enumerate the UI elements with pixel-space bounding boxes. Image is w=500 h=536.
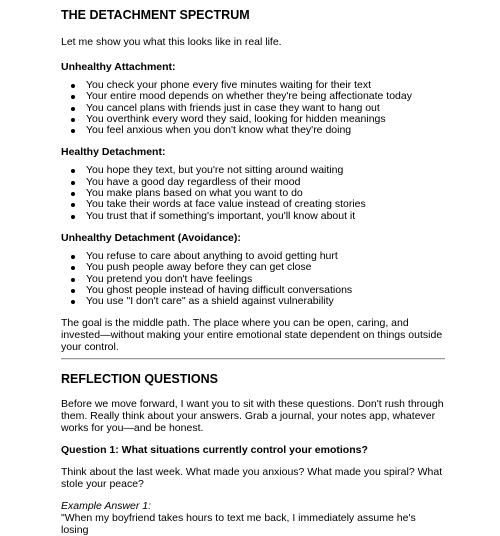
list-item: You cancel plans with friends just in case they want to hang out (86, 103, 445, 114)
list-item: You ghost people instead of having difficult conversations (86, 285, 445, 296)
list-item: You hope they text, but you're not sitting around waiting (86, 165, 445, 176)
list-item: You refuse to care about anything to avoid getting hurt (86, 251, 445, 262)
list-item: You push people away before they can get close (86, 262, 445, 273)
list-unhealthy-detachment (61, 251, 445, 307)
reflection-intro: Before we move forward, I want you to sit with these questions. Don't rush through them. Really think about your answers. Grab a journal, your notes app, whatever works for you—and be honest. (61, 398, 444, 435)
spectrum-closing: The goal is the middle path. The place where you can be open, caring, and invested—without making your entire emotional state dependent on things outside your control. (61, 317, 443, 354)
list-item: You overthink every word they said, looking for hidden meanings (86, 114, 445, 125)
list-item: You take their words at face value instead of creating stories (86, 199, 445, 210)
list-item: Your entire mood depends on whether they're being affectionate today (86, 91, 445, 102)
list-item: You trust that if something's important, you'll know about it (86, 211, 445, 222)
section-divider (61, 358, 445, 360)
question-1-prompt: Think about the last week. What made you anxious? What made you spiral? What stole your peace? (61, 466, 443, 491)
list-item: You pretend you don't have feelings (86, 274, 445, 285)
group-heading-healthy-detachment: Healthy Detachment: (61, 146, 166, 159)
example-answer-text: "When my boyfriend takes hours to text me back, I immediately assume he's losing (61, 512, 416, 536)
list-item: You have a good day regardless of their mood (86, 177, 445, 188)
list-item: You use "I don't care" as a shield against vulnerability (86, 296, 445, 307)
section-title-detachment-spectrum: THE DETACHMENT SPECTRUM (61, 8, 250, 22)
list-item: You make plans based on what you want to do (86, 188, 445, 199)
group-heading-unhealthy-detachment: Unhealthy Detachment (Avoidance): (61, 231, 241, 244)
list-item: You feel anxious when you don't know what they're doing (86, 125, 445, 136)
section-title-reflection-questions: REFLECTION QUESTIONS (61, 372, 218, 387)
list-healthy-detachment (61, 165, 445, 221)
spectrum-intro: Let me show you what this looks like in real life. (61, 36, 282, 48)
question-1-heading: Question 1: What situations currently control your emotions? (61, 444, 368, 457)
group-heading-unhealthy-attachment: Unhealthy Attachment: (61, 61, 176, 73)
example-answer-label: Example Answer 1: (61, 500, 152, 513)
list-unhealthy-attachment (61, 80, 445, 136)
list-item: You check your phone every five minutes waiting for their text (86, 80, 445, 91)
